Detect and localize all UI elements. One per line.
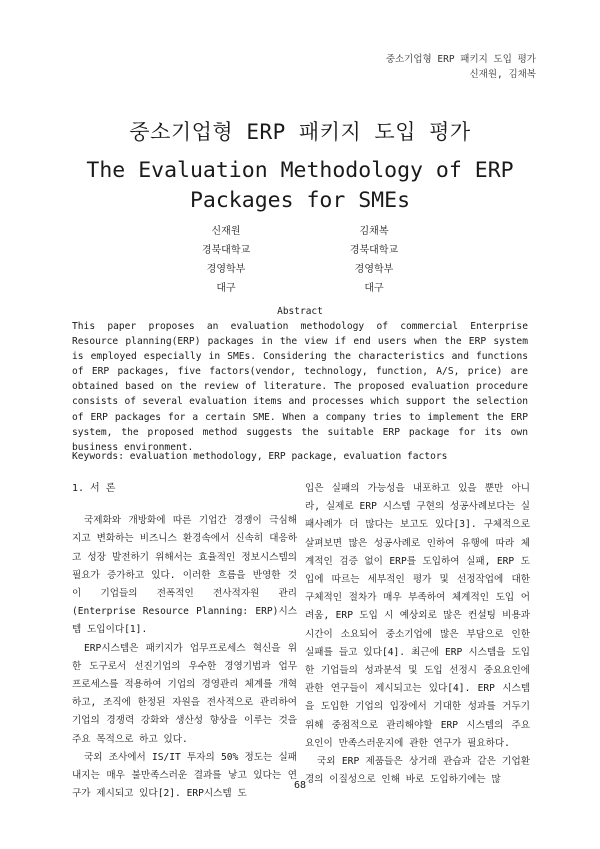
author-university: 경북대학교 bbox=[201, 245, 251, 256]
abstract-text: This paper proposes an evaluation methodology of commercial Enterprise Resource planning(ERP) packages in the view if end users when the ERP system is employed especially in SMEs. Considering the characteristics and functions of ERP packages, five factors(vendor, technology, function, A/S, price) are obtained based on the review of literature. The proposed evaluation procedure consists of several evaluation items and processes which support the selection of ERP packages for a certain SME. When a company tries to implement the ERP system, the proposed method suggests the suitable ERP package for its own business environment. bbox=[72, 321, 528, 453]
paragraph: ERP시스템은 패키지가 업무프로세스 혁신을 위한 도구로서 선진기업의 우수한 경영기법과 업무 프로세스를 적용하여 기업의 경영관리 체계를 개혁하고, 조직에 한정된 자원을 전사적으로 관리하여 기업의 경쟁력 강화와 생산성 향상을 이루는 것을 주요 목적으로 하고 있다. bbox=[72, 642, 297, 745]
author-city: 대구 bbox=[364, 283, 384, 294]
running-header-authors: 신재원, 김채복 bbox=[469, 69, 536, 80]
running-header bbox=[386, 52, 536, 82]
paragraph: 국제화와 개방화에 따른 기업간 경쟁이 극심해 지고 변화하는 비즈니스 환경속에서 신속히 대응하고 성장 발전하기 위해서는 효율적인 정보시스템의 필요가 증가하고 있다. 이러한 흐름을 반영한 것이 기업들의 전폭적인 전사적자원 관리(Enterprise Resource Planning: ERP)시스템 도입이다[1]. bbox=[72, 515, 297, 636]
keywords: Keywords: evaluation methodology, ERP package, evaluation factors bbox=[72, 451, 448, 462]
title-korean: 중소기업형 ERP 패키지 도입 평가 bbox=[129, 120, 471, 144]
author-city: 대구 bbox=[216, 283, 236, 294]
section-heading: 1. 서 론 bbox=[72, 483, 116, 494]
paragraph: 국외 조사에서 IS/IT 투자의 50% 정도는 실패 내지는 매우 불만족스러운 결과를 낳고 있다는 연구가 제시되고 있다[2]. ERP시스템 도 bbox=[72, 751, 297, 800]
running-header-title: 중소기업형 ERP 패키지 도입 평가 bbox=[385, 54, 536, 65]
author-block bbox=[314, 222, 434, 298]
author-name: 김채복 bbox=[359, 226, 389, 237]
author-university: 경북대학교 bbox=[349, 245, 399, 256]
title-english: The Evaluation Methodology of ERP Packages for SMEs bbox=[86, 158, 514, 213]
abstract-heading: Abstract bbox=[277, 306, 323, 317]
page-number: 68 bbox=[293, 780, 307, 791]
author-name: 신재원 bbox=[211, 226, 241, 237]
author-department: 경영학부 bbox=[354, 264, 394, 275]
paragraph: 국외 ERP 제품들은 상거래 관습과 같은 기업환경의 이질성으로 인해 바로 도입하기에는 많 bbox=[305, 756, 530, 786]
author-department: 경영학부 bbox=[206, 264, 246, 275]
body-column-left bbox=[72, 480, 297, 803]
author-block bbox=[166, 222, 286, 298]
paragraph: 입은 실패의 가능성을 내포하고 있을 뿐만 아니라, 실제로 ERP 시스템 구현의 성공사례보다는 실패사례가 더 많다는 보고도 있다[3]. 구체적으로 살펴보면 많은 성공사례로 인하여 유행에 따라 체계적인 검증 없이 ERP를 도입하여 실패, ERP 도입에 따르는 세부적인 평가 및 선정작업에 대한 구체적인 절차가 매우 부족하여 체계적인 도입 어려움, ERP 도입 시 예상외로 많은 컨설팅 비용과 시간이 소요되어 중소기업에 많은 부담으로 인한 실패를 들고 있다[4]. 최근에 ERP 시스템을 도입한 기업들의 성과분석 및 도입 선정시 중요요인에 관한 연구들이 제시되고는 있다[4]. ERP 시스템을 도입한 기업의 입장에서 기대한 성과를 거두기 위해 중점적으로 관리해야할 ERP 시스템의 주요 요인이 만족스러운지에 관한 연구가 필요하다. bbox=[305, 483, 530, 749]
body-column-right bbox=[305, 480, 530, 789]
